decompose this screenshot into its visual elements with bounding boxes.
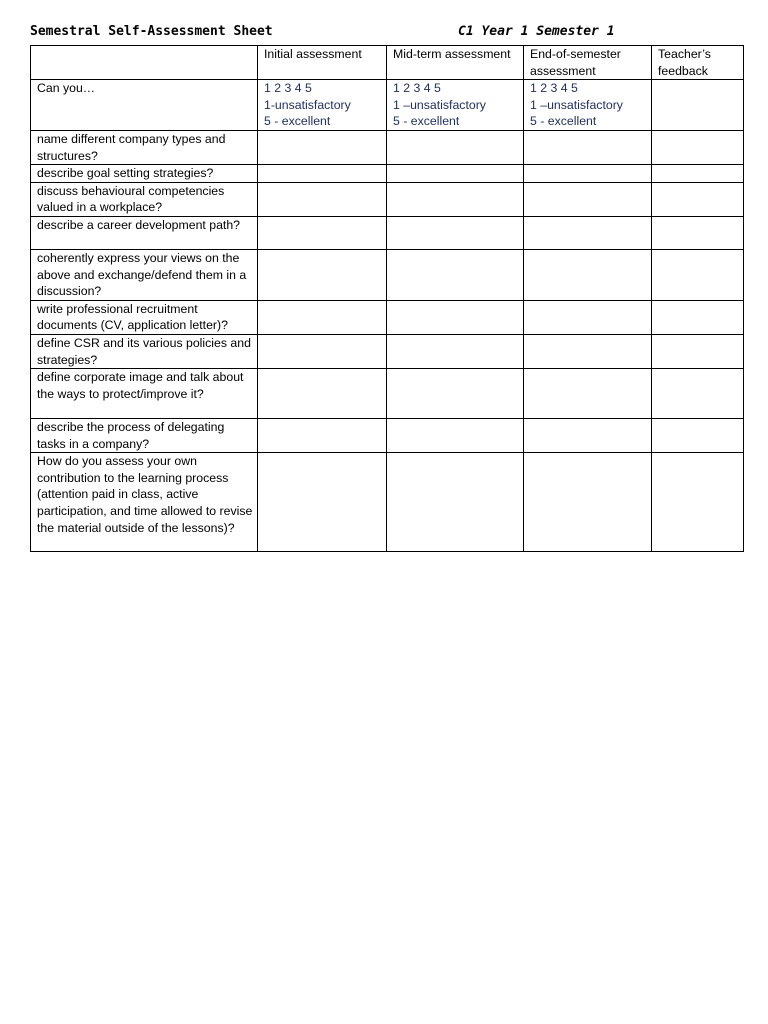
midterm-cell[interactable] (387, 249, 524, 300)
end-cell[interactable] (524, 165, 652, 183)
end-cell[interactable] (524, 453, 652, 552)
teacher-cell[interactable] (652, 130, 744, 164)
question-cell: describe the process of delegating tasks in a company? (31, 419, 258, 453)
midterm-cell[interactable] (387, 369, 524, 419)
question-cell: discuss behavioural competencies valued in a workplace? (31, 182, 258, 216)
initial-cell[interactable] (258, 216, 387, 249)
assessment-table (30, 45, 744, 552)
scale-initial (258, 80, 387, 131)
initial-cell[interactable] (258, 182, 387, 216)
midterm-cell[interactable] (387, 182, 524, 216)
sheet-title: Semestral Self-Assessment Sheet (30, 24, 273, 39)
end-cell[interactable] (524, 249, 652, 300)
midterm-cell[interactable] (387, 165, 524, 183)
scale-row (31, 80, 744, 131)
question-cell: define CSR and its various policies and strategies? (31, 334, 258, 368)
teacher-cell[interactable] (652, 216, 744, 249)
table-row (31, 369, 744, 419)
midterm-cell[interactable] (387, 300, 524, 334)
scale-line: 1 2 3 4 5 (393, 81, 441, 96)
scale-midterm (387, 80, 524, 131)
teacher-cell[interactable] (652, 182, 744, 216)
col-header-teacher: Teacher’s feedback (652, 46, 744, 80)
end-cell[interactable] (524, 369, 652, 419)
midterm-cell[interactable] (387, 419, 524, 453)
table-row (31, 453, 744, 552)
midterm-cell[interactable] (387, 334, 524, 368)
initial-cell[interactable] (258, 334, 387, 368)
end-cell[interactable] (524, 216, 652, 249)
teacher-cell[interactable] (652, 419, 744, 453)
scale-line: 5 - excellent (393, 114, 460, 129)
scale-line: 5 - excellent (530, 114, 597, 129)
table-row (31, 130, 744, 164)
can-you-label: Can you… (31, 80, 258, 131)
initial-cell[interactable] (258, 369, 387, 419)
sheet-header (30, 24, 742, 44)
teacher-scale-cell[interactable] (652, 80, 744, 131)
teacher-cell[interactable] (652, 334, 744, 368)
midterm-cell[interactable] (387, 453, 524, 552)
table-row (31, 182, 744, 216)
table-row (31, 334, 744, 368)
midterm-cell[interactable] (387, 216, 524, 249)
scale-end (524, 80, 652, 131)
end-cell[interactable] (524, 334, 652, 368)
initial-cell[interactable] (258, 300, 387, 334)
initial-cell[interactable] (258, 130, 387, 164)
table-row (31, 419, 744, 453)
end-cell[interactable] (524, 300, 652, 334)
teacher-cell[interactable] (652, 165, 744, 183)
scale-line: 1 2 3 4 5 (264, 81, 312, 96)
col-header-initial: Initial assessment (258, 46, 387, 80)
teacher-cell[interactable] (652, 249, 744, 300)
scale-line: 1 2 3 4 5 (530, 81, 578, 96)
scale-line: 1 –unsatisfactory (530, 97, 623, 112)
header-blank-cell (31, 46, 258, 80)
table-row (31, 249, 744, 300)
scale-line: 1-unsatisfactory (264, 97, 351, 112)
initial-cell[interactable] (258, 249, 387, 300)
question-cell: define corporate image and talk about the ways to protect/improve it? (31, 369, 258, 419)
teacher-cell[interactable] (652, 453, 744, 552)
course-info: C1 Year 1 Semester 1 (458, 24, 615, 39)
col-header-end: End-of-semester assessment (524, 46, 652, 80)
col-header-midterm: Mid-term assessment (387, 46, 524, 80)
initial-cell[interactable] (258, 165, 387, 183)
question-cell: How do you assess your own contribution to the learning process (attention paid in class, active participation, and time allowed to revise the material outside of the lessons)? (31, 453, 258, 552)
table-row (31, 165, 744, 183)
midterm-cell[interactable] (387, 130, 524, 164)
end-cell[interactable] (524, 182, 652, 216)
question-cell: name different company types and structures? (31, 130, 258, 164)
end-cell[interactable] (524, 419, 652, 453)
table-row (31, 300, 744, 334)
initial-cell[interactable] (258, 419, 387, 453)
initial-cell[interactable] (258, 453, 387, 552)
table-row (31, 216, 744, 249)
question-cell: coherently express your views on the above and exchange/defend them in a discussion? (31, 249, 258, 300)
header-row (31, 46, 744, 80)
scale-line: 5 - excellent (264, 114, 331, 129)
teacher-cell[interactable] (652, 300, 744, 334)
question-cell: describe goal setting strategies? (31, 165, 258, 183)
question-cell: write professional recruitment documents (CV, application letter)? (31, 300, 258, 334)
end-cell[interactable] (524, 130, 652, 164)
question-cell: describe a career development path? (31, 216, 258, 249)
teacher-cell[interactable] (652, 369, 744, 419)
scale-line: 1 –unsatisfactory (393, 97, 486, 112)
